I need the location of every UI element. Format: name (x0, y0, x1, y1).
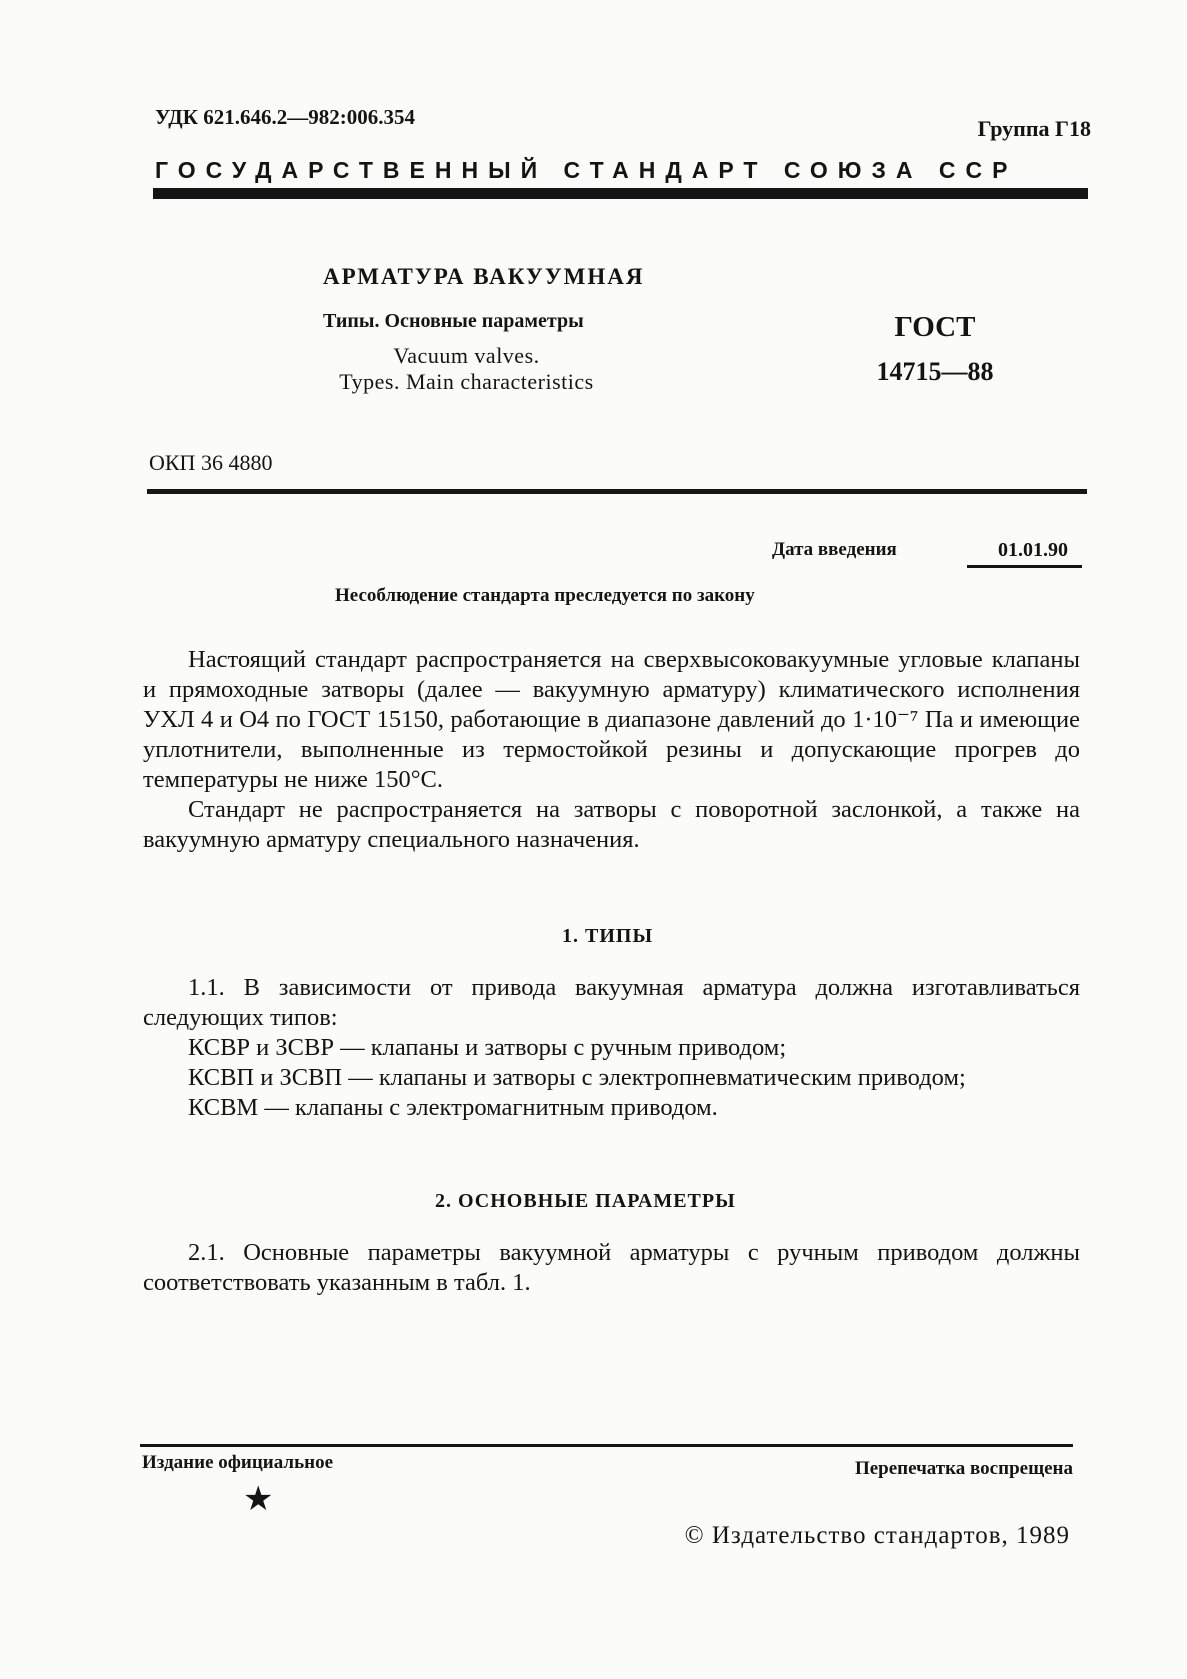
section-1-heading: 1. ТИПЫ (562, 925, 654, 947)
group-code: Группа Г18 (977, 116, 1091, 141)
type-item-ksvp: КСВП и ЗСВП — клапаны и затворы с электропневматическим приводом; (188, 1064, 966, 1091)
type-item-ksvm: КСВМ — клапаны с электромагнитным приводом. (188, 1094, 718, 1121)
state-standard-heading: ГОСУДАРСТВЕННЫЙ СТАНДАРТ СОЮЗА ССР (155, 157, 1018, 183)
section-1-paragraph: 1.1. В зависимости от привода вакуумная арматура должна изготавливаться следующих типов: (143, 974, 1080, 1031)
copyright: © Издательство стандартов, 1989 (684, 1522, 1070, 1549)
header-rule (153, 188, 1088, 199)
document-title: АРМАТУРА ВАКУУМНАЯ (323, 264, 645, 289)
title-rule (147, 489, 1087, 494)
document-subtitle: Типы. Основные параметры (323, 310, 584, 332)
gost-label: ГОСТ (894, 311, 976, 343)
gost-number: 14715—88 (876, 357, 994, 386)
legal-warning: Несоблюдение стандарта преследуется по закону (335, 585, 755, 606)
section-2-paragraph: 2.1. Основные параметры вакуумной арматуры с ручным приводом должны соответствовать указанным в табл. 1. (143, 1239, 1080, 1296)
intro-text (143, 645, 1080, 855)
english-title-line-2: Types. Main characteristics (339, 369, 594, 394)
official-edition: Издание официальное (142, 1452, 334, 1473)
star-icon: ★ (243, 1481, 274, 1518)
okp-code: ОКП 36 4880 (149, 450, 273, 475)
intro-paragraph: Настоящий стандарт распространяется на сверхвысоковакуумные угловые клапаны и прямоходные затворы (далее — вакуумную арматуру) климатического исполнения УХЛ 4 и О4 по ГОСТ 15150, работающие в диапазоне давлений до 1·10⁻⁷ Па и имеющие уплотнители, выполненные из термостойкой резины и допускающие прогрев до температуры не ниже 150°С. (143, 646, 1080, 793)
scope-paragraph: Стандарт не распространяется на затворы с поворотной заслонкой, а также на вакуумную арматуру специального назначения. (143, 796, 1080, 853)
section-1-body (143, 973, 1080, 1123)
section-2-heading: 2. ОСНОВНЫЕ ПАРАМЕТРЫ (435, 1190, 736, 1212)
udk-code: УДК 621.646.2—982:006.354 (155, 105, 415, 129)
type-item-ksvr: КСВР и ЗСВР — клапаны и затворы с ручным приводом; (188, 1034, 787, 1061)
footer-rule (140, 1444, 1073, 1447)
reprint-prohibited: Перепечатка воспрещена (854, 1458, 1073, 1479)
intro-date-value: 01.01.90 (967, 539, 1082, 568)
english-title-line-1: Vacuum valves. (393, 343, 540, 368)
intro-date-label: Дата введения (772, 539, 897, 560)
english-title (308, 343, 625, 395)
